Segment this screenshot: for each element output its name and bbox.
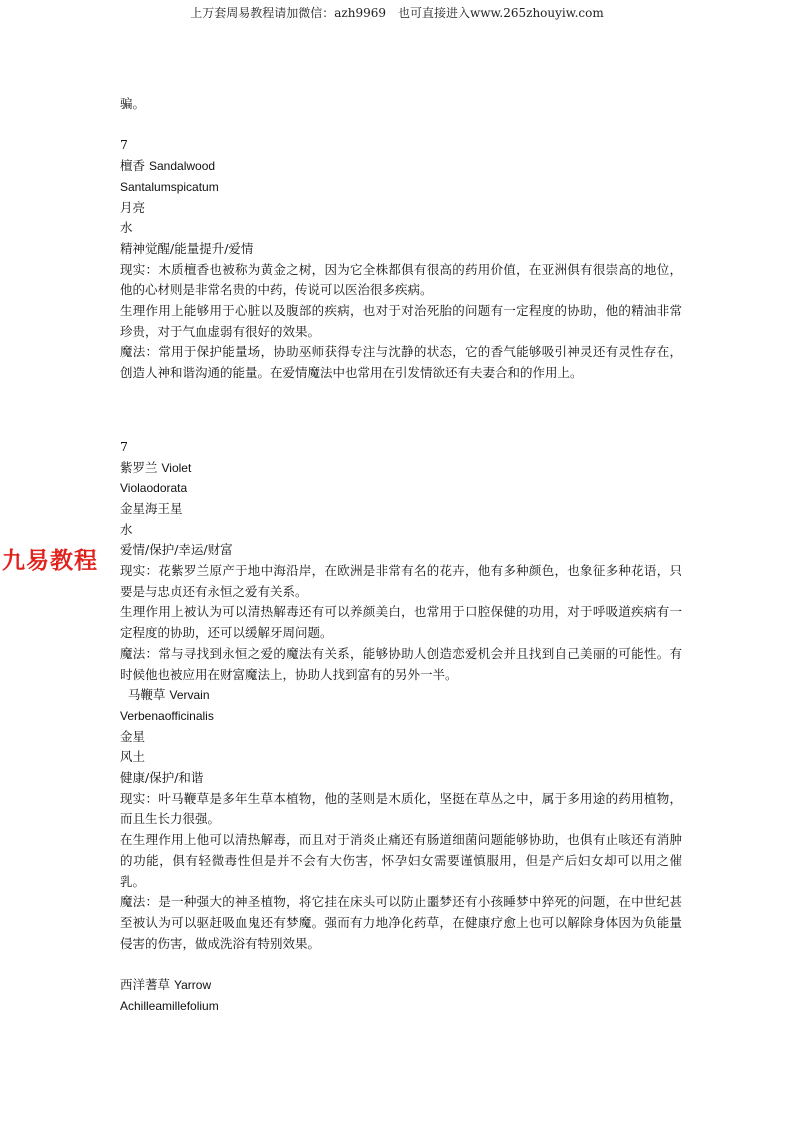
name-en: Sandalwood bbox=[149, 159, 216, 174]
element: 水 bbox=[120, 220, 133, 236]
reality-paragraph: 现实：花紫罗兰原产于地中海沿岸，在欧洲是非常有名的花卉，他有多种颜色，也象征多种花语，只要是与忠贞还有永恒之爱有关系。 bbox=[120, 563, 682, 599]
planet: 金星 bbox=[120, 728, 146, 744]
reality-paragraph: 现实：木质檀香也被称为黄金之树，因为它全株都俱有很高的药用价值，在亚洲俱有很崇高的地位，他的心材则是非常名贵的中药，传说可以医治很多疾病。 bbox=[120, 261, 682, 298]
name-en: Vervain bbox=[169, 688, 210, 703]
entry-number: 7 bbox=[120, 438, 128, 454]
planet: 月亮 bbox=[120, 199, 146, 215]
planet: 金星海王星 bbox=[120, 500, 183, 516]
physiology-paragraph: 生理作用上被认为可以清热解毒还有可以养颜美白，也常用于口腔保健的功用，对于呼吸道疾病有一定程度的协助，还可以缓解牙周问题。 bbox=[120, 604, 682, 641]
magic-paragraph: 魔法：常与寻找到永恒之爱的魔法有关系，能够协助人创造恋爱机会并且找到自己美丽的可能性。有时候他也被应用在财富魔法上，协助人找到富有的另外一半。 bbox=[120, 645, 682, 682]
element: 水 bbox=[120, 521, 133, 537]
physiology-paragraph: 在生理作用上他可以清热解毒，而且对于消炎止痛还有肠道细菌问题能够协助，也俱有止咳还有消肿的功能，俱有轻微毒性但是并不会有大伤害，怀孕妇女需要谨慎服用，但是产后妇女却可以用之催乳。 bbox=[120, 832, 682, 889]
watermark-logo: 九易教程 bbox=[2, 548, 98, 574]
entry-yarrow bbox=[120, 975, 682, 1016]
name-en: Yarrow bbox=[174, 978, 212, 993]
name-cn: 马鞭草 bbox=[128, 687, 166, 703]
name-cn: 西洋蓍草 bbox=[120, 977, 171, 993]
page-header: 上万套周易教程请加微信：azh9969 也可直接进入www.265zhouyiw.com bbox=[190, 6, 604, 20]
entry-violet bbox=[120, 437, 682, 685]
entry-title bbox=[120, 458, 682, 479]
latin-name: Santalumspicatum bbox=[120, 179, 219, 194]
uses: 精神觉醒/能量提升/爱情 bbox=[120, 240, 254, 256]
latin-name: Verbenaofficinalis bbox=[120, 708, 214, 723]
element: 风土 bbox=[120, 749, 146, 765]
uses: 健康/保护/和谐 bbox=[120, 770, 204, 786]
name-en: Violet bbox=[161, 460, 192, 475]
reality-paragraph: 现实：叶马鞭草是多年生草本植物，他的茎则是木质化，坚挺在草丛之中，属于多用途的药用植物，而且生长力很强。 bbox=[120, 790, 682, 827]
entry-number: 7 bbox=[120, 137, 128, 153]
magic-paragraph: 魔法：是一种强大的神圣植物，将它挂在床头可以防止噩梦还有小孩睡梦中猝死的问题，在中世纪甚至被认为可以驱赶吸血鬼还有梦魔。强而有力地净化药草，在健康疗愈上也可以解除身体因为负能量侵害的伤害，做成洗浴有特别效果。 bbox=[120, 894, 682, 951]
entry-vervain bbox=[120, 685, 682, 954]
entry-sandalwood bbox=[120, 135, 682, 383]
name-cn: 紫罗兰 bbox=[120, 459, 158, 475]
entry-title bbox=[120, 156, 682, 177]
name-cn: 檀香 bbox=[120, 158, 146, 174]
entry-title bbox=[120, 685, 682, 706]
latin-name: Achilleamillefolium bbox=[120, 998, 219, 1013]
document-body bbox=[120, 94, 682, 1017]
physiology-paragraph: 生理作用上能够用于心脏以及腹部的疾病，也对于对治死胎的问题有一定程度的协助，他的精油非常珍贵，对于气血虚弱有很好的效果。 bbox=[120, 303, 682, 339]
intro-fragment: 骗。 bbox=[120, 96, 146, 111]
latin-name: Violaodorata bbox=[120, 481, 188, 496]
uses: 爱情/保护/幸运/财富 bbox=[120, 542, 233, 558]
magic-paragraph: 魔法：常用于保护能量场，协助巫师获得专注与沈静的状态，它的香气能够吸引神灵还有灵性存在，创造人神和谐沟通的能量。在爱情魔法中也常用在引发情欲还有夫妻合和的作用上。 bbox=[120, 344, 682, 381]
entry-title bbox=[120, 975, 682, 996]
